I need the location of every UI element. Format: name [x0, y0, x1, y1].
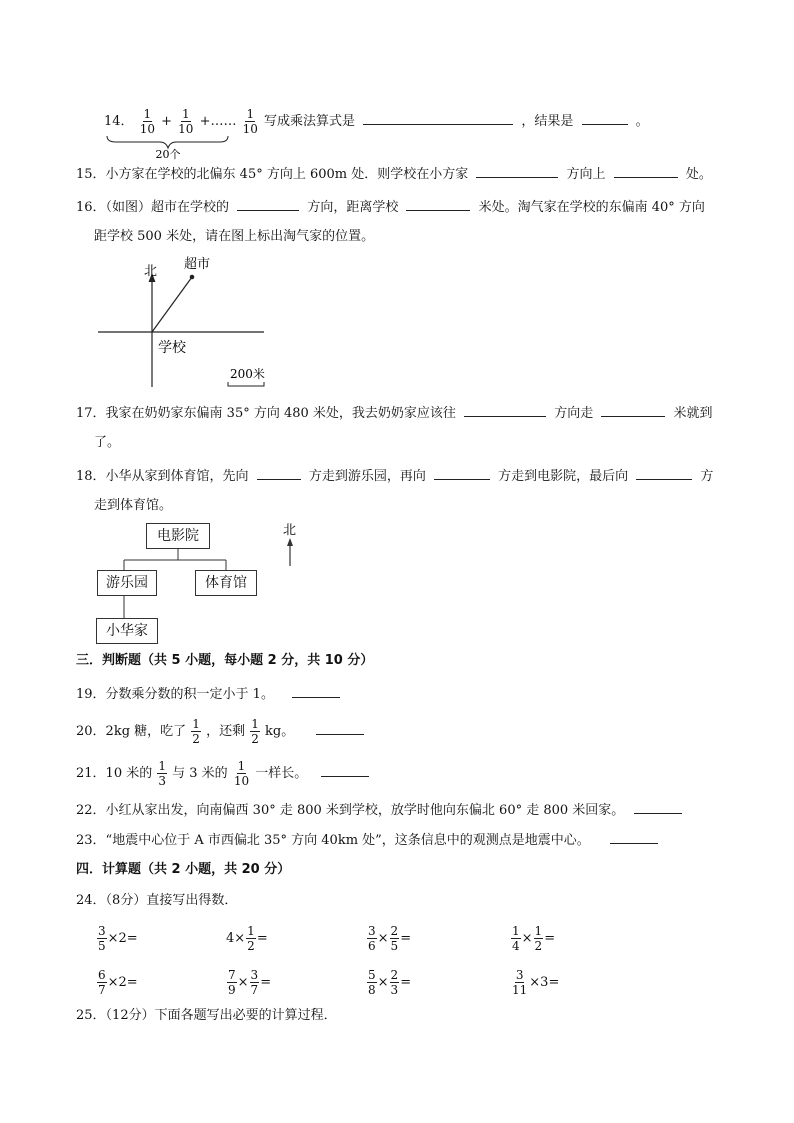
fraction: $\frac{7}{9}$ — [228, 967, 236, 997]
answer-blank[interactable] — [601, 402, 665, 417]
school-label: 学校 — [158, 340, 186, 356]
fraction: $\frac{5}{8}$ — [368, 967, 376, 997]
answer-blank[interactable] — [257, 465, 301, 480]
multiply-sign: × — [521, 930, 533, 946]
fraction: $\frac{1}{2}$ — [534, 923, 543, 953]
answer-blank[interactable] — [406, 196, 470, 211]
fraction: $\frac{1}{2}$ — [192, 717, 200, 746]
calc-operator: ×3= — [529, 974, 560, 990]
question-17-line1: 17．我家在奶奶家东偏南 35° 方向 480 米处，我去奶奶家应该往 方向走 米就到 — [76, 402, 713, 424]
calc-item — [366, 918, 411, 958]
fraction: $\frac{3}{7}$ — [250, 967, 259, 997]
calc-operator: = — [256, 930, 268, 946]
answer-blank[interactable] — [614, 163, 678, 178]
fraction: $\frac{1}{2}$ — [247, 923, 255, 953]
brace-20 — [104, 134, 234, 162]
home-box: 小华家 — [96, 618, 158, 644]
calc-grid — [96, 918, 616, 1002]
scale-label: 200米 — [230, 367, 265, 381]
fraction: $\frac{1}{10}$ — [242, 107, 258, 136]
fraction: $\frac{1}{10}$ — [139, 107, 155, 136]
section-3-title: 三．判断题（共 5 小题，每小题 2 分，共 10 分） — [76, 653, 374, 668]
calc-item — [226, 918, 268, 958]
calc-operator: ×2= — [107, 930, 138, 946]
question-18-line2: 走到体育馆。 — [94, 498, 173, 513]
question-17-line2: 了。 — [94, 435, 121, 450]
route-figure — [94, 518, 314, 648]
answer-blank[interactable] — [292, 683, 340, 698]
multiply-sign: × — [377, 974, 389, 990]
fraction: $\frac{3}{5}$ — [98, 923, 106, 953]
multiply-sign: × — [377, 930, 389, 946]
fraction: $\frac{1}{10}$ — [178, 107, 194, 136]
answer-blank[interactable] — [237, 196, 299, 211]
calc-item — [366, 962, 411, 1002]
answer-blank[interactable] — [476, 163, 558, 178]
north-label: 北 — [283, 523, 297, 538]
park-box: 游乐园 — [97, 570, 157, 596]
question-22: 22．小红从家出发，向南偏西 30° 走 800 米到学校，放学时他向东偏北 60° 走 800 米回家。 — [76, 799, 686, 821]
fraction: $\frac{1}{2}$ — [251, 717, 259, 746]
fraction: $\frac{3}{11}$ — [512, 967, 528, 997]
fraction: $\frac{2}{5}$ — [390, 923, 399, 953]
question-23: 23．“地震中心位于 A 市西偏北 35° 方向 40km 处”，这条信息中的观测点是地震中心。 — [76, 829, 662, 851]
answer-blank[interactable] — [634, 799, 682, 814]
calc-item — [96, 918, 138, 958]
calc-operator: = — [544, 930, 556, 946]
answer-blank[interactable] — [434, 465, 490, 480]
question-20: 20．2kg 糖，吃了 $\frac{1}{2}$ ，还剩 $\frac{1}{2}$ kg。 — [76, 712, 368, 752]
calc-operator: = — [400, 930, 412, 946]
fraction: $\frac{1}{3}$ — [158, 759, 166, 788]
calc-item — [510, 918, 555, 958]
question-15: 15．小方家在学校的北偏东 45° 方向上 600m 处．则学校在小方家 方向上 处。 — [76, 163, 712, 185]
answer-blank[interactable] — [636, 465, 692, 480]
multiply-sign: × — [237, 974, 249, 990]
answer-blank[interactable] — [610, 829, 658, 844]
answer-blank[interactable] — [363, 110, 513, 125]
north-label: 北 — [144, 264, 158, 279]
answer-blank[interactable] — [464, 402, 546, 417]
calc-prefix: 4× — [226, 930, 246, 946]
fraction: $\frac{1}{10}$ — [233, 759, 250, 788]
calc-operator: ×2= — [107, 974, 138, 990]
question-25: 25．（12分）下面各题写出必要的计算过程． — [76, 1008, 337, 1023]
school-map-figure — [94, 255, 274, 395]
question-14: 14． $\frac{1}{10}$ + $\frac{1}{10}$ +…… $\frac{1}{10}$ 写成乘法算式是 ，结果是 。 — [104, 107, 649, 136]
calc-item — [226, 962, 271, 1002]
answer-blank[interactable] — [321, 762, 369, 777]
fraction: $\frac{2}{3}$ — [390, 967, 399, 997]
calc-item — [96, 962, 138, 1002]
calc-operator: = — [400, 974, 412, 990]
brace-label: 20个 — [155, 148, 181, 161]
gym-box: 体育馆 — [195, 570, 257, 596]
question-18-line1: 18．小华从家到体育馆，先向 方走到游乐园，再向 方走到电影院，最后向 方 — [76, 465, 713, 487]
fraction: $\frac{3}{6}$ — [368, 923, 376, 953]
answer-blank[interactable] — [582, 110, 628, 125]
fraction: $\frac{6}{7}$ — [98, 967, 106, 997]
fraction: $\frac{1}{4}$ — [512, 923, 520, 953]
question-16-line1: 16．（如图）超市在学校的 方向，距离学校 米处。淘气家在学校的东偏南 40° 方向 — [76, 196, 705, 218]
calc-operator: = — [260, 974, 272, 990]
cinema-box: 电影院 — [146, 523, 210, 549]
question-16-line2: 距学校 500 米处，请在图上标出淘气家的位置。 — [94, 229, 375, 244]
question-24: 24．（8分）直接写出得数． — [76, 893, 238, 908]
answer-blank[interactable] — [316, 720, 364, 735]
section-4-title: 四．计算题（共 2 小题，共 20 分） — [76, 862, 291, 877]
question-19: 19．分数乘分数的积一定小于 1。 — [76, 683, 344, 705]
market-label: 超市 — [184, 257, 211, 272]
question-21: 21．10 米的 $\frac{1}{3}$ 与 3 米的 $\frac{1}{10}$ 一样长。 — [76, 754, 373, 794]
question-number: 14． — [104, 114, 134, 129]
calc-item — [510, 962, 559, 1002]
